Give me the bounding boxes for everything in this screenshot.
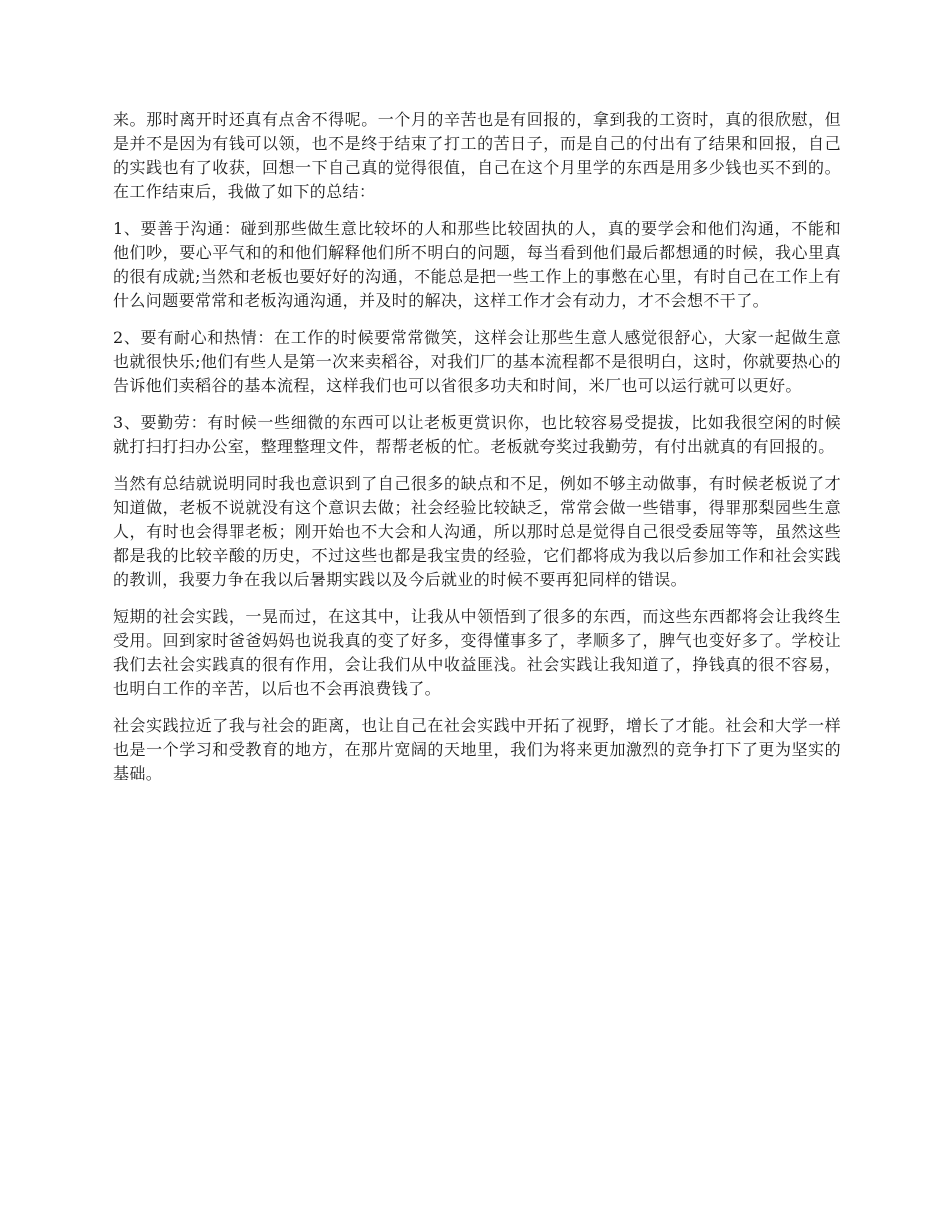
paragraph-conclusion: 社会实践拉近了我与社会的距离，也让自己在社会实践中开拓了视野，增长了才能。社会和大学一样也是一个学习和受教育的地方，在那片宽阔的天地里，我们为将来更加激烈的竞争打下了更为坚实的基础。 [113, 716, 841, 783]
document-body [113, 108, 841, 799]
paragraph-shortcomings: 当然有总结就说明同时我也意识到了自己很多的缺点和不足，例如不够主动做事，有时候老板说了才知道做，老板不说就没有这个意识去做；社会经验比较缺乏，常常会做一些错事，得罪那梨园些生意人，有时也会得罪老板；刚开始也不大会和人沟通，所以那时总是觉得自己很受委屈等等，虽然这些都是我的比较辛酸的历史，不过这些也都是我宝贵的经验，它们都将成为我以后参加工作和社会实践的教训，我要力争在我以后暑期实践以及今后就业的时候不要再犯同样的错误。 [113, 474, 841, 589]
paragraph-diligence: 3、要勤劳：有时候一些细微的东西可以让老板更赏识你，也比较容易受提拔，比如我很空闲的时候就打扫打扫办公室，整理整理文件，帮帮老板的忙。老板就夸奖过我勤劳，有付出就真的有回报的。 [113, 413, 841, 456]
paragraph-short-practice: 短期的社会实践，一晃而过，在这其中，让我从中领悟到了很多的东西，而这些东西都将会让我终生受用。回到家时爸爸妈妈也说我真的变了好多，变得懂事多了，孝顺多了，脾气也变好多了。学校让我们去社会实践真的很有作用，会让我们从中收益匪浅。社会实践让我知道了，挣钱真的很不容易，也明白工作的辛苦，以后也不会再浪费钱了。 [113, 607, 841, 698]
paragraph-patience: 2、要有耐心和热情：在工作的时候要常常微笑，这样会让那些生意人感觉很舒心，大家一起做生意也就很快乐;他们有些人是第一次来卖稻谷，对我们厂的基本流程都不是很明白，这时，你就要热心的告诉他们卖稻谷的基本流程，这样我们也可以省很多功夫和时间，米厂也可以运行就可以更好。 [113, 328, 841, 395]
paragraph-communication: 1、要善于沟通：碰到那些做生意比较坏的人和那些比较固执的人，真的要学会和他们沟通，不能和他们吵，要心平气和的和他们解释他们所不明白的问题，每当看到他们最后都想通的时候，我心里真的很有成就;当然和老板也要好好的沟通，不能总是把一些工作上的事憋在心里，有时自己在工作上有什么问题要常常和老板沟通沟通，并及时的解决，这样工作才会有动力，才不会想不干了。 [113, 219, 841, 310]
paragraph-intro: 来。那时离开时还真有点舍不得呢。一个月的辛苦也是有回报的，拿到我的工资时，真的很欣慰，但是并不是因为有钱可以领，也不是终于结束了打工的苦日子，而是自己的付出有了结果和回报，自己的实践也有了收获，回想一下自己真的觉得很值，自己在这个月里学的东西是用多少钱也买不到的。在工作结束后，我做了如下的总结： [113, 110, 841, 201]
